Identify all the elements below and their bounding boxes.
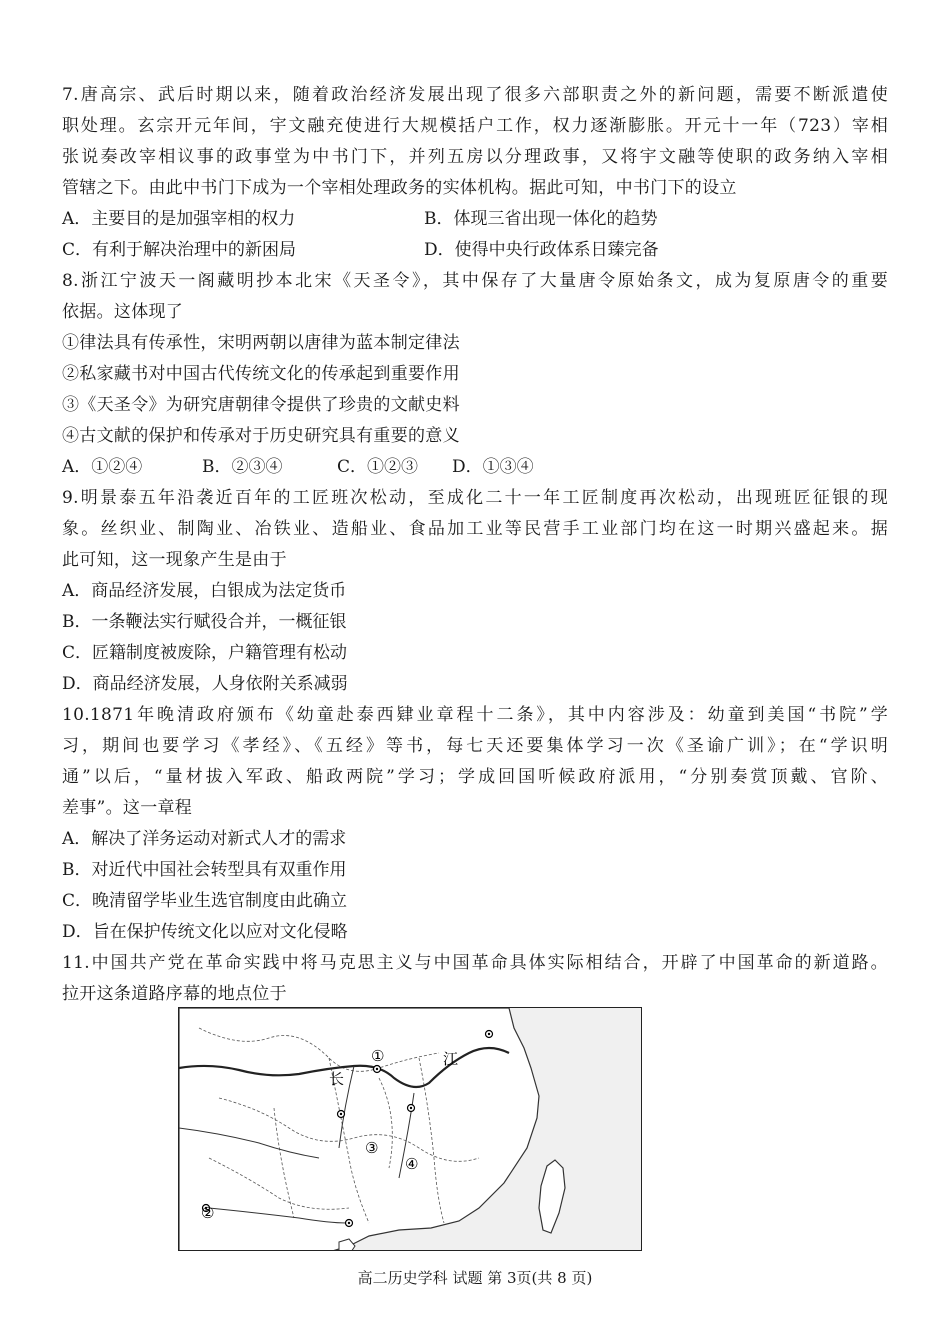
q9-stem-line: 象。丝织业、制陶业、冶铁业、造船业、食品加工业等民营手工业部门均在这一时期兴盛起来。据 [62,519,888,539]
map-label-2: ② [201,1204,215,1222]
q8-item: ④古文献的保护和传承对于历史研究具有重要的意义 [62,426,460,446]
q10-stem-line: 10.1871年晚清政府颁布《幼童赴泰西肄业章程十二条》，其中内容涉及：幼童到美国“书院”学 [62,705,888,725]
q10-stem-line: 通”以后，“量材拔入军政、船政两院”学习；学成回国听候政府派用，“分别奏赏顶戴、官阶、 [62,767,888,787]
q7-stem-line: 张说奏改宰相议事的政事堂为中书门下，并列五房以分理政事，又将宇文融等使职的政务纳入宰相 [62,147,888,167]
q11-stem-line: 11.中国共产党在革命实践中将马克思主义与中国革命具体实际相结合，开辟了中国革命的新道路。 [62,953,888,973]
q10-option-c: C．晚清留学毕业生选官制度由此确立 [62,891,348,911]
q8-item: ②私家藏书对中国古代传统文化的传承起到重要作用 [62,364,460,384]
q7-option-d: D．使得中央行政体系日臻完备 [424,240,659,260]
q10-stem-line: 差事”。这一章程 [62,798,193,818]
map-label-4: ④ [405,1155,419,1173]
q9-option-c: C．匠籍制度被废除，户籍管理有松动 [62,643,348,663]
q11-stem-line: 拉开这条道路序幕的地点位于 [62,984,287,1004]
q7-stem-line: 管辖之下。由此中书门下成为一个宰相处理政务的实体机构。据此可知，中书门下的设立 [62,178,737,198]
q10-stem-line: 习，期间也要学习《孝经》、《五经》等书，每七天还要集体学习一次《圣谕广训》；在“学识明 [62,736,888,756]
q7-option-c: C．有利于解决治理中的新困局 [62,240,297,260]
q9-stem-line: 此可知，这一现象产生是由于 [62,550,287,570]
q8-stem-line: 8.浙江宁波天一阁藏明抄本北宋《天圣令》，其中保存了大量唐令原始条文，成为复原唐令的重要 [62,271,888,291]
q7-stem-line: 7.唐高宗、武后时期以来，随着政治经济发展出现了很多六部职责之外的新问题，需要不断派遣使 [62,85,888,105]
q9-option-d: D．商品经济发展，人身依附关系减弱 [62,674,348,694]
page-footer: 高二历史学科 试题 第 3页(共 8 页) [357,1269,593,1287]
river-label-jiang: 江 [443,1050,459,1068]
city-marker-dot [348,1222,350,1224]
map-label-3: ③ [365,1139,379,1157]
q8-item: ①律法具有传承性，宋明两朝以唐律为蓝本制定律法 [62,333,460,353]
river-label-chang: 长 [329,1070,345,1088]
q8-option-a: A．①②④ [62,457,143,477]
city-marker-dot [376,1068,378,1070]
city-marker-dot [488,1033,490,1035]
q8-option-b: B．②③④ [202,457,283,477]
map-svg [179,1008,642,1251]
q9-stem-line: 9.明景泰五年沿袭近百年的工匠班次松动，至成化二十一年工匠制度再次松动，出现班匠征银的现 [62,488,888,508]
q8-stem-line: 依据。这体现了 [62,302,184,322]
q9-option-a: A．商品经济发展，白银成为法定货币 [62,581,347,601]
q10-option-d: D．旨在保护传统文化以应对文化侵略 [62,922,348,942]
q8-item: ③《天圣令》为研究唐朝律令提供了珍贵的文献史料 [62,395,460,415]
city-marker-dot [340,1113,342,1115]
q8-option-d: D．①③④ [452,457,534,477]
q7-option-b: B．体现三省出现一体化的趋势 [424,209,658,229]
q8-option-c: C．①②③ [337,457,419,477]
city-marker-dot [410,1107,412,1109]
q10-option-b: B．对近代中国社会转型具有双重作用 [62,860,347,880]
q9-option-b: B．一条鞭法实行赋役合并，一概征银 [62,612,347,632]
q7-stem-line: 职处理。玄宗开元年间，宇文融充使进行大规模括户工作，权力逐渐膨胀。开元十一年（723）宰相 [62,116,888,136]
q10-option-a: A．解决了洋务运动对新式人才的需求 [62,829,347,849]
q7-option-a: A．主要目的是加强宰相的权力 [62,209,296,229]
map-label-1: ① [371,1047,385,1065]
china-map-figure [178,1007,642,1251]
